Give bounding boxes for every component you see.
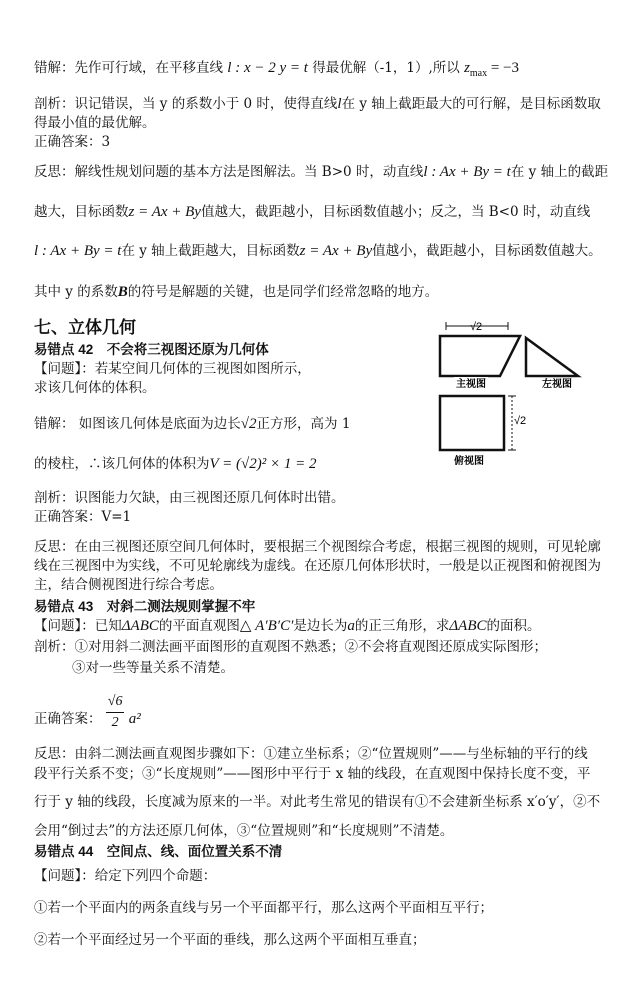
wrong-solution-42-line2: 的棱柱，∴该几何体的体积为V = (√2)² × 1 = 2: [34, 456, 317, 472]
analysis-1-line2: 得最小值的最优解。: [34, 115, 156, 131]
analysis-42: 剖析：识图能力欠缺，由三视图还原几何体时出错。: [34, 490, 345, 506]
reflection-43-line1: 反思：由斜二测法画直观图步骤如下：①建立坐标系；②“位置规则”——与坐标轴的平行的线: [34, 746, 588, 762]
reflection-1-line3: l : Ax + By = t在 y 轴上截距越大，目标函数z = Ax + By值越小，截距越小，目标函数值越大。: [34, 243, 602, 259]
three-view-figure: [430, 318, 615, 468]
front-dim-label: √2: [470, 321, 483, 333]
wrong-solution-42-line1: 错解： 如图该几何体是底面为边长√2正方形，高为 1: [34, 416, 351, 432]
problem-42-line1: 【问题】：若某空间几何体的三视图如图所示，: [34, 361, 311, 377]
reflection-1-line2: 越大，目标函数z = Ax + By值越大，截距越小，目标函数值越小；反之，当 B<0 时，动直线: [34, 204, 591, 220]
analysis-1-line1: 剖析：识记错误，当 y 的系数小于 0 时，使得直线l在 y 轴上截距最大的可行解，是目标函数取: [34, 96, 601, 112]
top-dim-label: √2: [514, 415, 527, 427]
problem-44: 【问题】：给定下列四个命题：: [34, 868, 217, 884]
reflection-42-line2: 线在三视图中为实线，不可见轮廓线为虚线。在还原几何体形状时，一般是以正视图和俯视图为: [34, 558, 601, 574]
line-equation: l : x − 2 y = t: [227, 60, 308, 76]
answer-43: 正确答案： $\frac{√6}{2}$ a²: [34, 706, 141, 733]
reflection-43-line3: 行于 y 轴的线段，长度减为原来的一半。对此考生常见的错误有①不会建新坐标系 x′o′y′，②不: [34, 794, 601, 810]
error-point-44-title: 易错点 44 空间点、线、面位置关系不清: [34, 844, 283, 859]
analysis-43-line2: ③对一些等量关系不清楚。: [72, 660, 234, 676]
problem-43: 【问题】：已知ΔABC的平面直观图△ A′B′C′是边长为a的正三角形，求ΔABC的面积。: [34, 618, 541, 634]
answer-1: 正确答案：3: [34, 134, 111, 150]
front-view: [440, 321, 520, 390]
answer-42: 正确答案：V=1: [34, 509, 132, 525]
error-point-43-title: 易错点 43 对斜二测法规则掌握不牢: [34, 599, 256, 614]
side-view-label: 左视图: [542, 379, 572, 390]
reflection-43-line2: 段平行关系不变；③“长度规则”——图形中平行于 x 轴的线段，在直观图中保持长度不变，平: [34, 766, 591, 782]
proposition-1: ①若一个平面内的两条直线与另一个平面都平行，那么这两个平面相互平行；: [34, 900, 493, 916]
problem-42-line2: 求该几何体的体积。: [34, 380, 156, 396]
proposition-2: ②若一个平面经过另一个平面的垂线，那么这两个平面相互垂直；: [34, 932, 426, 948]
section-title: 七、立体几何: [34, 318, 136, 337]
analysis-43-line1: 剖析：①对用斜二测法画平面图形的直观图不熟悉；②不会将直观图还原成实际图形；: [34, 639, 547, 655]
reflection-42-line1: 反思：在由三视图还原空间几何体时，要根据三个视图综合考虑，根据三视图的规则，可见轮廓: [34, 539, 601, 555]
top-view: [440, 396, 526, 467]
side-view: [526, 338, 578, 390]
reflection-43-line4: 会用“倒过去”的方法还原几何体，③“位置规则”和“长度规则”不清楚。: [34, 823, 454, 839]
error-point-42-title: 易错点 42 不会将三视图还原为几何体: [34, 342, 269, 357]
reflection-42-line3: 主，结合侧视图进行综合考虑。: [34, 577, 223, 593]
answer-fraction: $\frac{√6}{2}$: [107, 694, 123, 730]
z-max: $z_{max} = -3$: [464, 60, 520, 79]
front-view-label: 主视图: [456, 379, 486, 390]
top-view-label: 俯视图: [454, 456, 484, 467]
reflection-1-line1: 反思：解线性规划问题的基本方法是图解法。当 B>0 时，动直线l : Ax + By = t在 y 轴上的截距: [34, 164, 609, 180]
wrong-solution-1: 错解：先作可行域，在平移直线 l : x − 2 y = t 得最优解（-1，1）,所以 $z_{max} = -3$: [34, 60, 520, 79]
reflection-1-line4: 其中 y 的系数B的符号是解题的关键，也是同学们经常忽略的地方。: [34, 284, 439, 300]
